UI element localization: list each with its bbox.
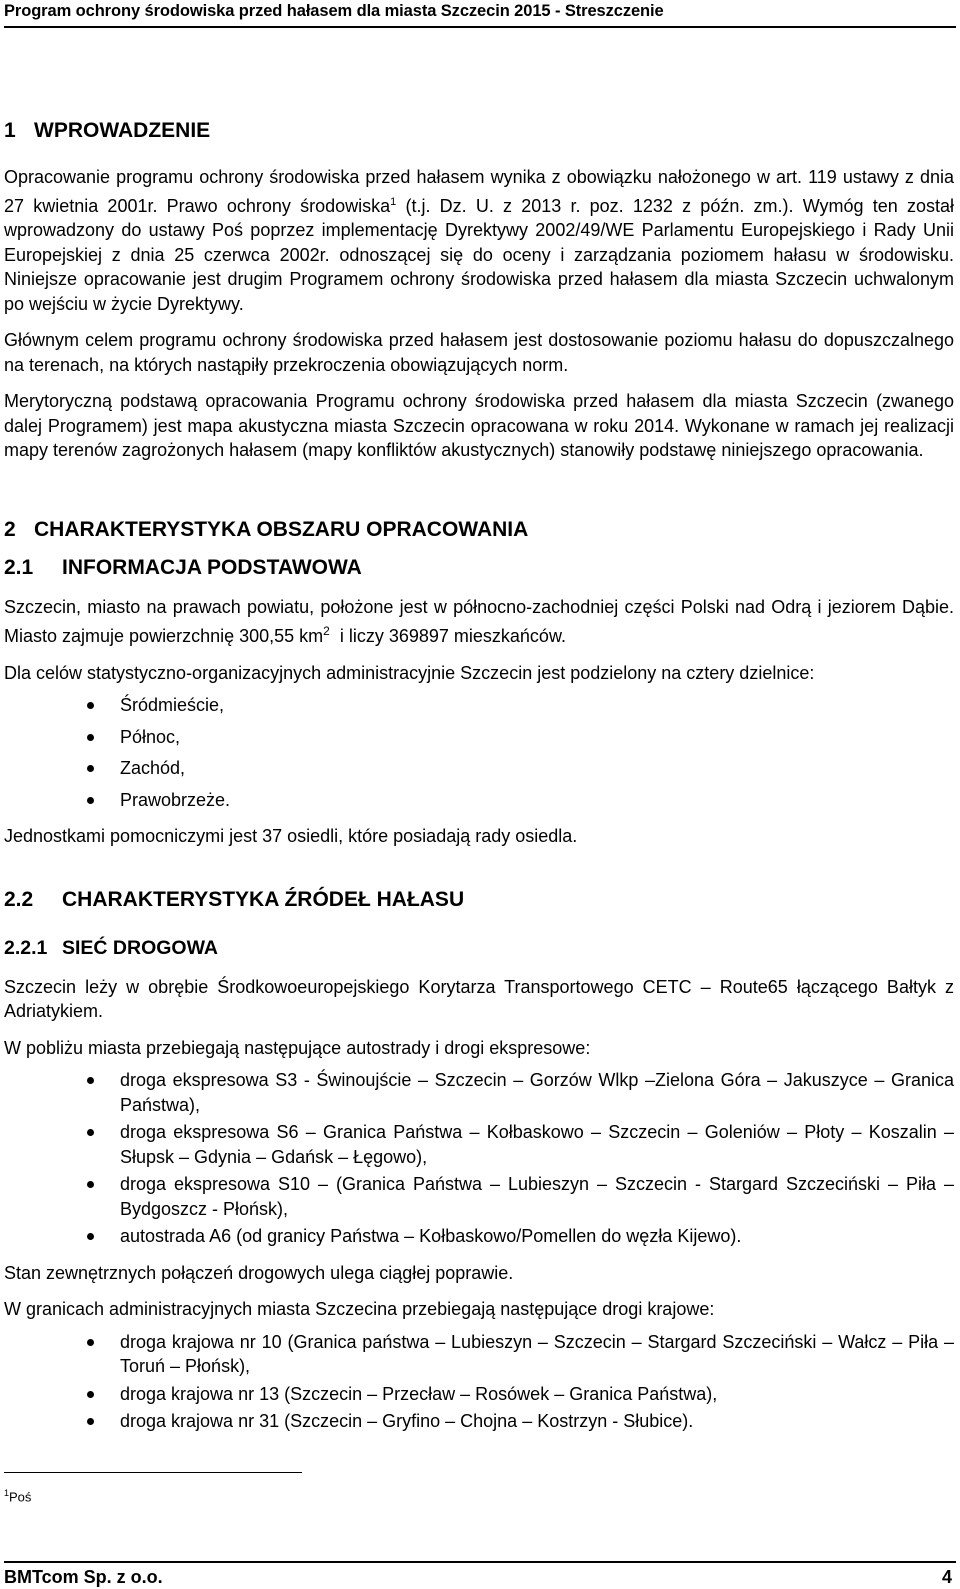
- list-item: Północ,: [4, 725, 954, 750]
- page-number: 4: [941, 1567, 952, 1587]
- section-1-paragraph-2: Głównym celem programu ochrony środowiska przed hałasem jest dostosowanie poziomu hałasu do dopuszczalnego na terenach, na których nastąpiły przekroczenia obowiązujących norm.: [4, 330, 954, 375]
- footnote-marker: 1: [4, 1488, 10, 1498]
- list-item: Prawobrzeże.: [4, 788, 954, 813]
- section-1-paragraph-3: Merytoryczną podstawą opracowania Programu ochrony środowiska przed hałasem dla miasta Szczecin (zwanego dalej Programem) jest mapa akustyczna miasta Szczecin opracowana w roku 2014. Wykonane w ramach jej realizacji mapy terenów zagrożonych hałasem (mapy konfliktów akustycznych) stanowiły podstawę niniejszego opracowania.: [4, 391, 954, 460]
- section-1-paragraph-1-part-a: Opracowanie programu ochrony środowiska przed hałasem wynika z obowiązku nałożonego w art. 119 ustawy z dnia 27 kwietnia 2001r. Prawo ochrony środowiska: [4, 167, 954, 216]
- list-item: droga krajowa nr 10 (Granica państwa – Lubieszyn – Szczecin – Stargard Szczeciński – Wałcz – Piła – Toruń – Płońsk),: [4, 1330, 954, 1379]
- section-2-1-number: 2.1: [4, 555, 34, 579]
- section-2-1-paragraph-1-part-b: i liczy 369897 mieszkańców.: [329, 626, 566, 646]
- section-2-2-1-heading: [4, 935, 954, 961]
- districts-list: [4, 693, 954, 812]
- list-item: Zachód,: [4, 756, 954, 781]
- footnote-reference[interactable]: 1: [390, 195, 397, 208]
- spacer: [4, 861, 954, 887]
- section-1-heading: [4, 118, 954, 144]
- footer-divider: [4, 1561, 956, 1563]
- section-2-2-1-number: 2.2.1: [4, 936, 48, 959]
- section-2-2-1-title: SIEĆ DROGOWA: [62, 936, 219, 959]
- section-1-paragraph-1-part-b: (t.j. Dz. U. z 2013 r. poz. 1232 z późn. zm.). Wymóg ten został wprowadzony do ustawy Poś poprzez implementację Dyrektywy 2002/49/WE Parlamentu Europejskiego i Rady Unii Europejskiej z dnia 25 czerwca 2002r. odnoszącej się do oceny i zarządzania poziomem hałasu w środowisku. Niniejsze opracowanie jest drugim Programem ochrony środowiska przed hałasem dla miasta Szczecin uchwalonym po wejściu w życie Dyrektywy.: [4, 195, 954, 314]
- list-item: Śródmieście,: [4, 693, 954, 718]
- list-item: droga krajowa nr 13 (Szczecin – Przecław – Rosówek – Granica Państwa),: [4, 1382, 954, 1407]
- section-2-2-1-paragraph-1: Szczecin leży w obrębie Środkowoeuropejskiego Korytarza Transportowego CETC – Route65 łączącego Bałtyk z Adriatykiem.: [4, 976, 954, 1021]
- section-2-2-heading: [4, 887, 954, 913]
- section-2-1-paragraph-3: Jednostkami pomocniczymi jest 37 osiedli, które posiadają rady osiedla.: [4, 826, 578, 846]
- header-divider: [4, 26, 956, 28]
- section-1-number: 1: [4, 119, 16, 142]
- list-item: droga krajowa nr 31 (Szczecin – Gryfino – Chojna – Kostrzyn - Słubice).: [4, 1409, 954, 1434]
- list-item: droga ekspresowa S3 - Świnoujście – Szczecin – Gorzów Wlkp –Zielona Góra – Jakuszyce – Granica Państwa),: [4, 1068, 954, 1117]
- section-2-1-heading: [4, 555, 954, 581]
- expressways-list: [4, 1068, 954, 1249]
- section-2-2-title: CHARAKTERYSTYKA ŹRÓDEŁ HAŁASU: [62, 887, 465, 911]
- section-2-2-number: 2.2: [4, 887, 34, 911]
- section-2-2-1-paragraph-4: W granicach administracyjnych miasta Szczecina przebiegają następujące drogi krajowe:: [4, 1299, 715, 1319]
- footnote-divider: [4, 1472, 302, 1473]
- section-2-title: CHARAKTERYSTYKA OBSZARU OPRACOWANIA: [34, 517, 529, 541]
- national-roads-list: [4, 1330, 954, 1434]
- section-2-heading: [4, 517, 954, 543]
- document-body: [4, 118, 954, 1446]
- section-2-number: 2: [4, 517, 16, 541]
- section-2-1-paragraph-1-part-a: Szczecin, miasto na prawach powiatu, położone jest w północno-zachodniej części Polski nad Odrą i jeziorem Dąbie. Miasto zajmuje powierzchnię 300,55 km: [4, 596, 954, 646]
- superscript-2: 2: [323, 624, 330, 638]
- section-2-1-title: INFORMACJA PODSTAWOWA: [62, 555, 362, 579]
- page-header-title: Program ochrony środowiska przed hałasem dla miasta Szczecin 2015 - Streszczenie: [4, 2, 664, 20]
- list-item: droga ekspresowa S6 – Granica Państwa – Kołbaskowo – Szczecin – Goleniów – Płoty – Koszalin – Słupsk – Gdynia – Gdańsk – Łęgowo),: [4, 1120, 954, 1169]
- section-2-2-1-paragraph-3: Stan zewnętrznych połączeń drogowych ulega ciągłej poprawie.: [4, 1262, 514, 1283]
- section-2-1-paragraph-2: Dla celów statystyczno-organizacyjnych administracyjnie Szczecin jest podzielony na cztery dzielnice:: [4, 662, 815, 683]
- section-2-2-1-paragraph-2: W pobliżu miasta przebiegają następujące autostrady i drogi ekspresowe:: [4, 1037, 591, 1058]
- footnote: [4, 1488, 31, 1504]
- list-item: autostrada A6 (od granicy Państwa – Kołbaskowo/Pomellen do węzła Kijewo).: [4, 1224, 954, 1249]
- spacer: [4, 475, 954, 517]
- section-1-title: WPROWADZENIE: [34, 119, 211, 142]
- section-1-paragraph-1: [4, 165, 954, 316]
- list-item: droga ekspresowa S10 – (Granica Państwa – Lubieszyn – Szczecin - Stargard Szczeciński – Piła – Bydgoszcz - Płońsk),: [4, 1172, 954, 1221]
- footer-company: BMTcom Sp. z o.o.: [4, 1567, 163, 1587]
- footnote-text: Poś: [9, 1489, 32, 1505]
- section-2-1-paragraph-1: [4, 595, 954, 649]
